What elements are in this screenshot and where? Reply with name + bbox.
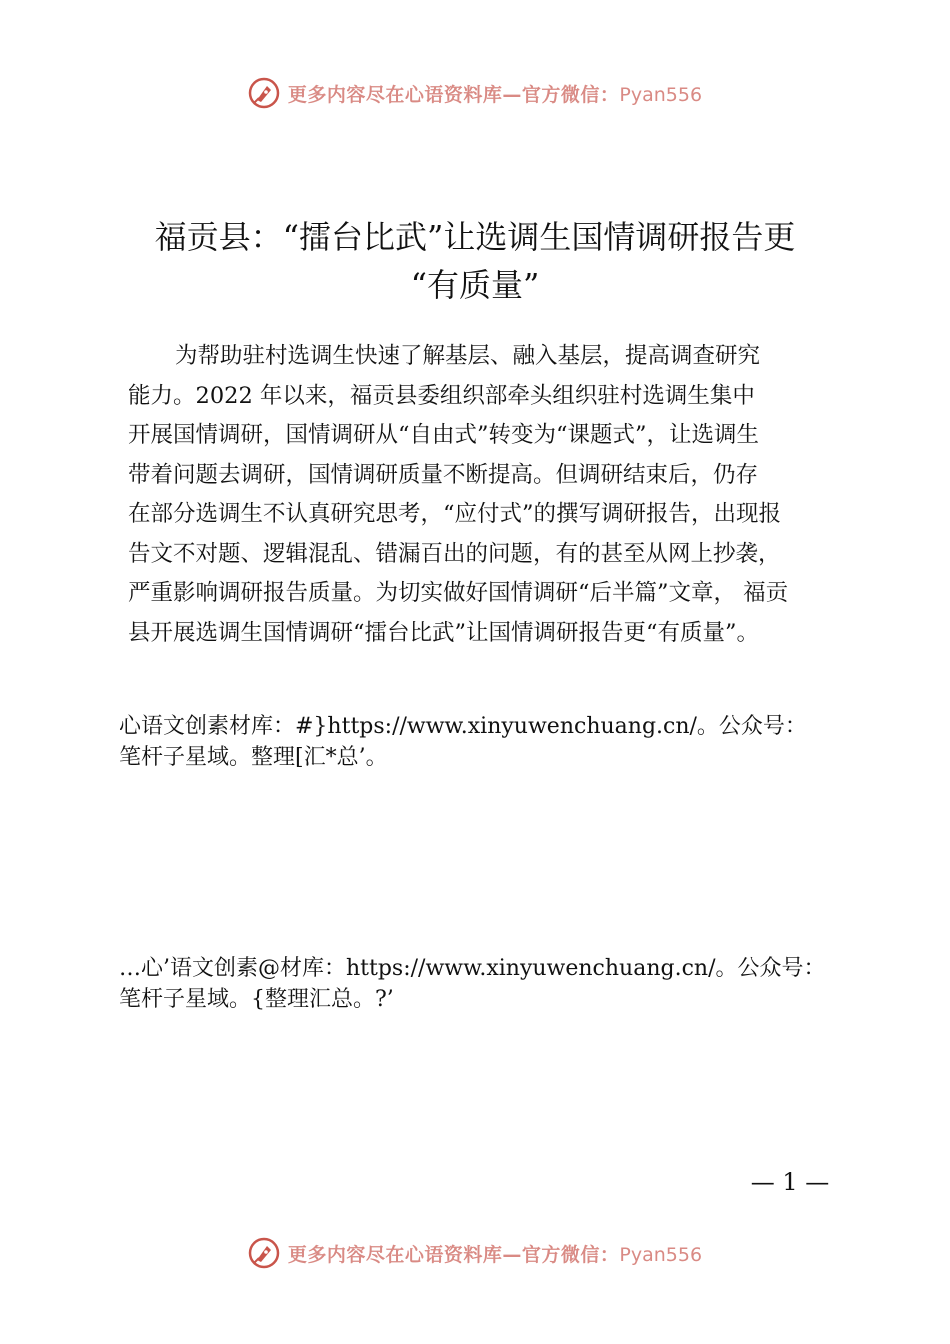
wechat-id: Pyan556 bbox=[619, 83, 703, 106]
banner-content bbox=[248, 1237, 702, 1269]
banner-content bbox=[248, 77, 702, 109]
pen-nib-logo-icon bbox=[248, 77, 280, 109]
note-line: 心语文创素材库：#}https://www.xinyuwenchuang.cn/。公众号： bbox=[119, 714, 807, 739]
wechat-id: Pyan556 bbox=[619, 1243, 703, 1266]
body-line: 为帮助驻村选调生快速了解基层、融入基层，提高调查研究 bbox=[175, 343, 761, 369]
document-title bbox=[90, 213, 860, 309]
body-line: 开展国情调研，国情调研从“自由式”转变为“课题式”，让选调生 bbox=[128, 422, 760, 448]
body-line: 能力。2022 年以来，福贡县委组织部牵头组织驻村选调生集中 bbox=[128, 382, 755, 409]
body-line: 告文不对题、逻辑混乱、错漏百出的问题，有的甚至从网上抄袭， bbox=[128, 540, 781, 567]
pen-nib-logo-icon bbox=[248, 1237, 280, 1269]
note-line: 笔杆子星域。整理[汇*总’。 bbox=[119, 745, 388, 770]
banner-text: 更多内容尽在心语资料库—官方微信：Pyan556 bbox=[287, 1243, 703, 1266]
body-line: 县开展选调生国情调研“擂台比武”让国情调研报告更“有质量”。 bbox=[128, 619, 760, 646]
source-note-1 bbox=[119, 711, 889, 773]
body-paragraph bbox=[128, 337, 848, 653]
top-banner bbox=[0, 73, 950, 113]
bottom-banner bbox=[0, 1233, 950, 1273]
note-line: …心’语文创素@材库：https://www.xinyuwenchuang.cn/。公众号： bbox=[119, 956, 826, 981]
note-line: 笔杆子星域。{整理汇总。?’ bbox=[119, 987, 394, 1012]
title-line-2: “有质量” bbox=[410, 266, 540, 304]
banner-text: 更多内容尽在心语资料库—官方微信：Pyan556 bbox=[287, 83, 703, 106]
title-line-1: 福贡县：“擂台比武”让选调生国情调研报告更 bbox=[154, 218, 796, 256]
body-line: 带着问题去调研，国情调研质量不断提高。但调研结束后，仍存 bbox=[128, 461, 759, 488]
source-note-2 bbox=[119, 953, 889, 1015]
body-line: 严重影响调研报告质量。为切实做好国情调研“后半篇”文章， 福贡 bbox=[128, 580, 789, 606]
page-number: — 1 — bbox=[750, 1168, 830, 1196]
body-line: 在部分选调生不认真研究思考，“应付式”的撰写调研报告，出现报 bbox=[128, 501, 782, 527]
